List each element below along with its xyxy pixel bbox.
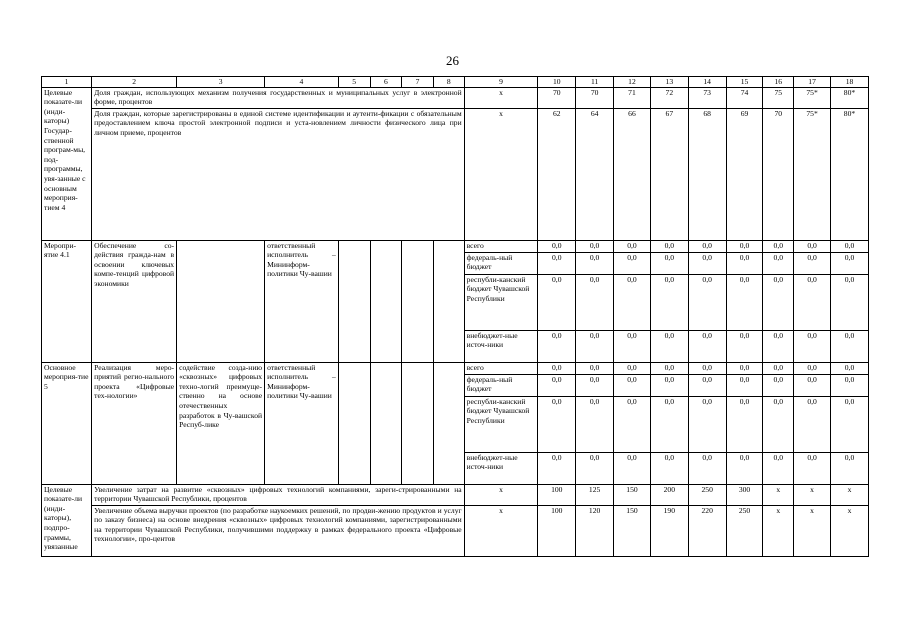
indicator-value: 80* [831, 87, 869, 108]
indicator-value: 72 [650, 87, 688, 108]
funding-value: 0,0 [576, 362, 614, 374]
funding-value: 0,0 [614, 252, 651, 274]
indicator-value: 75* [794, 87, 831, 108]
indicator-value: 150 [614, 505, 651, 556]
indicator-value: 70 [538, 87, 576, 108]
funding-value: 0,0 [763, 252, 794, 274]
funding-value: 0,0 [726, 452, 763, 484]
funding-value: 0,0 [794, 374, 831, 396]
column-header: 16 [763, 77, 794, 88]
column-header: 11 [576, 77, 614, 88]
funding-value: 0,0 [794, 396, 831, 452]
column-header: 17 [794, 77, 831, 88]
funding-value: 0,0 [538, 252, 576, 274]
indicator-value: 70 [576, 87, 614, 108]
table-row [42, 362, 869, 374]
funding-value: 0,0 [763, 452, 794, 484]
table-row [42, 108, 869, 240]
indicator-value: 150 [614, 484, 651, 505]
measure-result: содействие созда-нию «сквозных» цифровых техно-логий преимуще-ственно на основе отечественных разработок в Чу-вашской Респуб-лике [177, 362, 265, 484]
table-row [42, 240, 869, 252]
funding-source: всего [464, 362, 538, 374]
funding-value: 0,0 [688, 274, 726, 330]
funding-value: 0,0 [650, 396, 688, 452]
column-header: 2 [92, 77, 177, 88]
indicator-text: Увеличение затрат на развитие «сквозных» цифровых технологий компаниями, зареги-стрированными на территории Чувашской Республики, процентов [92, 484, 465, 505]
indicator-value: 200 [650, 484, 688, 505]
indicator-text: Доля граждан, которые зарегистрированы в единой системе идентификации и аутенти-фикации с обязательным предоставлением ключа простой электронной подписи и уста-новлением личности физического лица при личном приеме, процентов [92, 108, 465, 240]
indicator-value: 125 [576, 484, 614, 505]
funding-value: 0,0 [763, 362, 794, 374]
funding-value: 0,0 [614, 274, 651, 330]
funding-value: 0,0 [538, 396, 576, 452]
column-header: 13 [650, 77, 688, 88]
funding-value: 0,0 [576, 452, 614, 484]
funding-value: 0,0 [688, 252, 726, 274]
column-header: 4 [265, 77, 339, 88]
funding-value: 0,0 [614, 362, 651, 374]
empty-cell [370, 240, 402, 362]
indicator-value: x [831, 484, 869, 505]
funding-value: 0,0 [650, 330, 688, 362]
indicator-value: 67 [650, 108, 688, 240]
funding-value: 0,0 [614, 374, 651, 396]
table-row [42, 77, 869, 88]
block-label: Целевые показате-ли (инди-каторы), подпро-граммы, увязанные [42, 484, 92, 556]
funding-value: 0,0 [726, 240, 763, 252]
funding-value: 0,0 [794, 240, 831, 252]
funding-value: 0,0 [831, 274, 869, 330]
funding-value: 0,0 [794, 362, 831, 374]
funding-value: 0,0 [831, 252, 869, 274]
funding-source: внебюджет-ные источ-ники [464, 330, 538, 362]
indicator-value: 100 [538, 505, 576, 556]
indicator-col9: x [464, 108, 538, 240]
funding-value: 0,0 [688, 452, 726, 484]
column-header: 8 [433, 77, 464, 88]
empty-cell [433, 362, 464, 484]
table-row [42, 484, 869, 505]
funding-value: 0,0 [831, 330, 869, 362]
funding-value: 0,0 [726, 374, 763, 396]
indicator-value: 73 [688, 87, 726, 108]
funding-value: 0,0 [831, 374, 869, 396]
funding-value: 0,0 [831, 362, 869, 374]
funding-source: федераль-ный бюджет [464, 374, 538, 396]
indicator-text: Увеличение объема выручки проектов (по разработке наукоемких решений, по продви-жению продуктов и услуг по заказу бизнеса) на основе внедрения «сквозных» цифровых технологий компаниями, зарегистрированными на территории Чувашской Республики, получившими поддержку в рамках федерального проекта «Цифровые технологии», про-центов [92, 505, 465, 556]
indicator-value: x [794, 484, 831, 505]
measure-name: Реализация меро-приятий регио-нального проекта «Цифровые тех-нологии» [92, 362, 177, 484]
indicator-value: 220 [688, 505, 726, 556]
funding-value: 0,0 [763, 396, 794, 452]
funding-source: внебюджет-ные источ-ники [464, 452, 538, 484]
funding-value: 0,0 [650, 240, 688, 252]
funding-value: 0,0 [726, 396, 763, 452]
funding-value: 0,0 [614, 452, 651, 484]
funding-source: республи-канский бюджет Чувашской Республики [464, 396, 538, 452]
indicator-value: 75 [763, 87, 794, 108]
funding-value: 0,0 [576, 252, 614, 274]
funding-source: республи-канский бюджет Чувашской Республики [464, 274, 538, 330]
funding-value: 0,0 [576, 240, 614, 252]
funding-value: 0,0 [688, 330, 726, 362]
funding-value: 0,0 [576, 274, 614, 330]
funding-value: 0,0 [650, 374, 688, 396]
indicator-value: 68 [688, 108, 726, 240]
funding-value: 0,0 [726, 330, 763, 362]
block-label: Целевые показате-ли (инди-каторы) Государ-ственной програм-мы, под-программы, увя-занные с основным мероприя-тием 4 [42, 87, 92, 240]
measure-name: Обеспечение со-действия гражда-нам в освоении ключевых компе-тенций цифровой экономики [92, 240, 177, 362]
funding-source: всего [464, 240, 538, 252]
funding-value: 0,0 [576, 374, 614, 396]
funding-value: 0,0 [726, 274, 763, 330]
column-header: 6 [370, 77, 402, 88]
indicator-value: 250 [688, 484, 726, 505]
funding-value: 0,0 [763, 330, 794, 362]
indicator-value: 74 [726, 87, 763, 108]
funding-value: 0,0 [688, 374, 726, 396]
funding-value: 0,0 [538, 362, 576, 374]
program-table [41, 76, 869, 557]
indicator-value: 64 [576, 108, 614, 240]
funding-value: 0,0 [538, 452, 576, 484]
indicator-value: 66 [614, 108, 651, 240]
column-header: 14 [688, 77, 726, 88]
indicator-value: 62 [538, 108, 576, 240]
empty-cell [338, 240, 370, 362]
funding-value: 0,0 [763, 240, 794, 252]
indicator-col9: x [464, 484, 538, 505]
indicator-value: x [763, 484, 794, 505]
empty-cell [370, 362, 402, 484]
funding-value: 0,0 [763, 374, 794, 396]
funding-value: 0,0 [794, 452, 831, 484]
indicator-value: 70 [763, 108, 794, 240]
funding-value: 0,0 [538, 330, 576, 362]
indicator-value: 120 [576, 505, 614, 556]
funding-value: 0,0 [688, 396, 726, 452]
empty-cell [433, 240, 464, 362]
funding-value: 0,0 [614, 396, 651, 452]
funding-value: 0,0 [763, 274, 794, 330]
column-header: 18 [831, 77, 869, 88]
funding-source: федераль-ный бюджет [464, 252, 538, 274]
column-header: 9 [464, 77, 538, 88]
funding-value: 0,0 [614, 240, 651, 252]
funding-value: 0,0 [576, 330, 614, 362]
column-header: 12 [614, 77, 651, 88]
indicator-col9: x [464, 87, 538, 108]
indicator-value: 250 [726, 505, 763, 556]
funding-value: 0,0 [538, 374, 576, 396]
funding-value: 0,0 [650, 252, 688, 274]
indicator-value: x [831, 505, 869, 556]
measure-executor: ответственный исполнитель – Мининформ-политики Чу-вашии [265, 240, 339, 362]
funding-value: 0,0 [576, 396, 614, 452]
empty-cell [402, 362, 434, 484]
column-header: 7 [402, 77, 434, 88]
measure-label: Основное мероприя-тие 5 [42, 362, 92, 484]
measure-label: Меропри-ятие 4.1 [42, 240, 92, 362]
funding-value: 0,0 [831, 452, 869, 484]
indicator-text: Доля граждан, использующих механизм получения государственных и муниципальных услуг в электронной форме, процентов [92, 87, 465, 108]
page-number: 26 [446, 53, 459, 68]
funding-value: 0,0 [614, 330, 651, 362]
indicator-col9: x [464, 505, 538, 556]
funding-value: 0,0 [726, 252, 763, 274]
funding-value: 0,0 [831, 396, 869, 452]
indicator-value: 69 [726, 108, 763, 240]
funding-value: 0,0 [688, 362, 726, 374]
funding-value: 0,0 [650, 452, 688, 484]
funding-value: 0,0 [831, 240, 869, 252]
indicator-value: 75* [794, 108, 831, 240]
column-header: 5 [338, 77, 370, 88]
table-row [42, 505, 869, 556]
measure-executor: ответственный исполнитель – Мининформ-политики Чу-вашии [265, 362, 339, 484]
funding-value: 0,0 [650, 274, 688, 330]
indicator-value: 80* [831, 108, 869, 240]
funding-value: 0,0 [538, 274, 576, 330]
funding-value: 0,0 [650, 362, 688, 374]
indicator-value: x [794, 505, 831, 556]
funding-value: 0,0 [688, 240, 726, 252]
indicator-value: x [763, 505, 794, 556]
table-row [42, 87, 869, 108]
empty-cell [338, 362, 370, 484]
indicator-value: 300 [726, 484, 763, 505]
column-header: 3 [177, 77, 265, 88]
column-header: 1 [42, 77, 92, 88]
funding-value: 0,0 [726, 362, 763, 374]
indicator-value: 190 [650, 505, 688, 556]
indicator-value: 100 [538, 484, 576, 505]
funding-value: 0,0 [794, 252, 831, 274]
column-header: 10 [538, 77, 576, 88]
column-header: 15 [726, 77, 763, 88]
funding-value: 0,0 [794, 330, 831, 362]
funding-value: 0,0 [794, 274, 831, 330]
empty-cell [402, 240, 434, 362]
funding-value: 0,0 [538, 240, 576, 252]
indicator-value: 71 [614, 87, 651, 108]
measure-result [177, 240, 265, 362]
